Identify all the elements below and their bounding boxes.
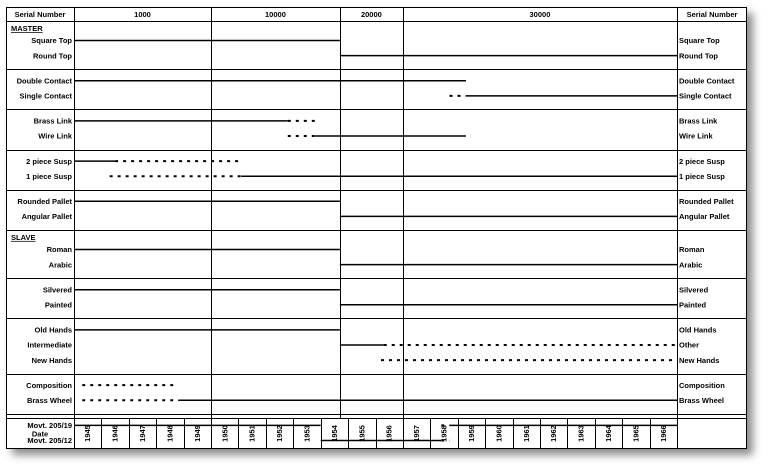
serial-label: 30000: [529, 10, 551, 19]
year-tick-label: 1957: [412, 425, 422, 442]
row-label-right: Roman: [679, 245, 705, 255]
year-tick-label: 1946: [110, 425, 120, 442]
row-label-right: Single Contact: [679, 91, 732, 101]
section-heading-master: MASTER: [11, 24, 43, 33]
year-tick-label: 1950: [220, 425, 230, 442]
year-tick-label: 1964: [603, 425, 613, 442]
row-label-right: Composition: [679, 380, 725, 390]
section-heading-slave: SLAVE: [11, 232, 36, 242]
row-label-left: Double Contact: [16, 76, 72, 86]
row-label-left: Single Contact: [19, 91, 72, 101]
year-tick-label: 1963: [576, 425, 586, 442]
row-label-right: Arabic: [679, 260, 703, 270]
year-tick-label: 1965: [631, 425, 641, 442]
row-label-left: Composition: [26, 380, 72, 390]
serial-label: 1000: [134, 10, 151, 19]
year-tick-label: 1948: [165, 425, 175, 442]
timeline-frame: [6, 7, 747, 449]
year-tick-label: 1956: [384, 425, 394, 442]
row-label-left: Round Top: [32, 51, 72, 61]
serial-number-timeline-chart: [6, 7, 747, 449]
year-tick-label: 1959: [466, 425, 476, 442]
row-label-left: Painted: [44, 300, 72, 310]
row-label-right: 1 piece Susp: [679, 171, 725, 181]
row-label-right: Rounded Pallet: [679, 197, 734, 207]
year-tick-label: 1955: [357, 425, 367, 442]
chart-border: [7, 8, 747, 449]
row-label-right: Silvered: [679, 285, 709, 295]
year-tick-label: 1953: [302, 425, 312, 442]
row-label-left: Angular Pallet: [21, 212, 72, 222]
year-tick-label: 1960: [494, 425, 504, 442]
row-label-left: Old Hands: [34, 325, 72, 335]
row-label-right: Brass Link: [679, 116, 718, 126]
row-label-left: Square Top: [31, 36, 72, 46]
row-label-left: Movt. 205/12: [27, 436, 72, 446]
row-label-left: Brass Wheel: [26, 395, 72, 405]
header-serial-number-right: Serial Number: [686, 10, 738, 19]
row-label-left: Roman: [46, 245, 72, 255]
year-tick-label: 1962: [549, 425, 559, 442]
row-label-right: Old Hands: [679, 325, 717, 335]
year-tick-label: 1961: [521, 425, 531, 442]
year-tick-label: 1958: [439, 425, 449, 442]
row-label-left: 2 piece Susp: [26, 156, 72, 166]
year-tick-label: 1951: [247, 425, 257, 442]
year-tick-label: 1949: [192, 425, 202, 442]
year-tick-label: 1947: [138, 425, 148, 442]
row-label-left: Rounded Pallet: [17, 197, 72, 207]
row-label-left: Arabic: [48, 260, 72, 270]
row-label-left: Intermediate: [27, 340, 72, 350]
row-label-right: Wire Link: [679, 131, 713, 141]
row-label-right: Painted: [679, 300, 707, 310]
year-tick-label: 1954: [329, 425, 339, 442]
row-label-left: New Hands: [31, 355, 72, 365]
row-label-right: New Hands: [679, 355, 720, 365]
row-label-left: Wire Link: [38, 131, 72, 141]
serial-label: 20000: [360, 10, 382, 19]
row-label-left: Brass Link: [33, 116, 72, 126]
row-label-right: Double Contact: [679, 76, 735, 86]
row-label-right: Square Top: [679, 36, 720, 46]
row-label-right: 2 piece Susp: [679, 156, 725, 166]
row-label-left: 1 piece Susp: [26, 171, 72, 181]
date-label: Date: [31, 429, 49, 439]
year-tick-label: 1952: [275, 425, 285, 442]
header-serial-number-left: Serial Number: [14, 10, 66, 19]
row-label-right: Other: [679, 340, 700, 350]
row-label-right: Angular Pallet: [679, 212, 730, 222]
year-tick-label: 1966: [658, 425, 668, 442]
row-label-left: Silvered: [42, 285, 72, 295]
year-tick-label: 1945: [83, 425, 93, 442]
row-label-right: Round Top: [679, 51, 719, 61]
serial-label: 10000: [265, 10, 286, 19]
row-label-right: Brass Wheel: [679, 395, 725, 405]
row-label-left: Movt. 205/19: [27, 421, 72, 431]
